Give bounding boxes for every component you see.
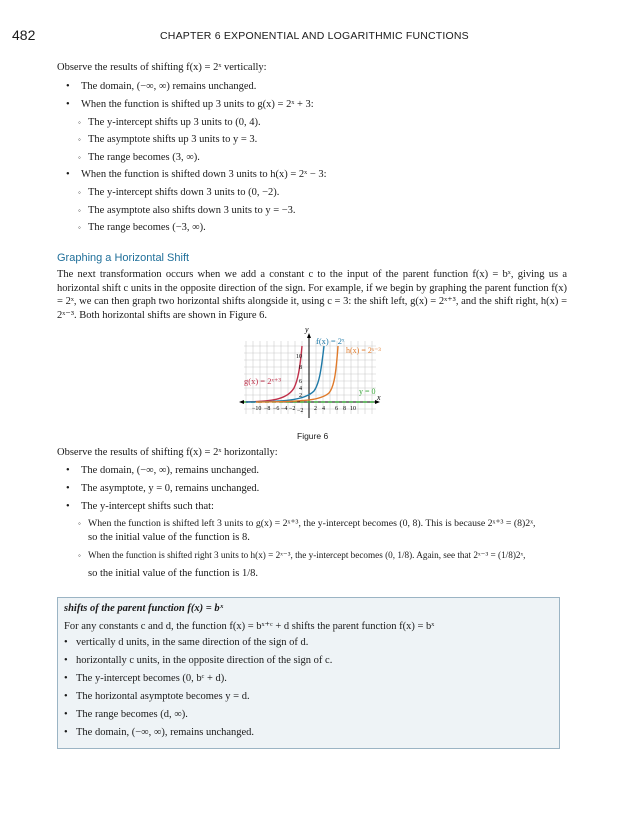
x-axis-arrow-left [239,400,244,404]
list-item: • When the function is shifted down 3 units to h(x) = 2ˣ − 3: [67,169,327,180]
list-item: • The y-intercept shifts such that: [67,501,214,512]
y-tick-label: 10 [296,354,302,360]
list-subitem: ◦ When the function is shifted right 3 units to h(x) = 2ˣ⁻³, the y-intercept becomes (0, 1/8). Again, see that 2ˣ⁻³ = (1/8)2ˣ, [78,550,525,561]
page-number: 482 [12,27,36,43]
list-subitem: ◦ The range becomes (−3, ∞). [78,222,206,233]
x-tick-label: 8 [343,406,346,412]
list-subitem: ◦ The y-intercept shifts down 3 units to (0, −2). [78,187,279,198]
y-tick-label: 8 [299,365,302,371]
g-curve-label: g(x) = 2ˣ⁺³ [244,376,281,386]
list-subitem: ◦ The y-intercept shifts up 3 units to (0, 4). [78,117,261,128]
list-item: • The domain, (−∞, ∞) remains unchanged. [67,81,256,92]
horizontal-intro: Observe the results of shifting f(x) = 2ˣ horizontally: [57,447,278,458]
list-subitem: ◦ The asymptote also shifts down 3 units to y = −3. [78,205,296,216]
x-tick-label: 4 [322,406,325,412]
figure-6-graph [236,326,396,426]
body-paragraph: The next transformation occurs when we add a constant c to the input of the parent function f(x) = bˣ, giving us a horizontal shift c units in the opposite direction of the sign. For example, if we begin by graphing the parent function f(x) = 2ˣ, we can then graph two horizontal shifts alongside it, using c = 3: the shift left, g(x) = 2ˣ⁺³, and the shift right, h(x) = 2ˣ⁻³. Both horizontal shifts are shown in Figure 6. [57,269,567,321]
section-title: Graphing a Horizontal Shift [57,252,190,264]
box-list-item: • The horizontal asymptote becomes y = d. [64,691,250,702]
chapter-header: CHAPTER 6 EXPONENTIAL AND LOGARITHMIC FUNCTIONS [160,30,469,42]
x-axis-label: x [377,393,381,402]
list-subitem-continuation: so the initial value of the function is 8. [88,532,250,543]
box-list-item: • The domain, (−∞, ∞), remains unchanged. [64,727,254,738]
x-tick-label: 10 [350,406,356,412]
box-list-item: • horizontally c units, in the opposite direction of the sign of c. [64,655,332,666]
box-list-item: • vertically d units, in the same direction of the sign of d. [64,637,308,648]
f-curve-label: f(x) = 2ˣ [316,336,345,346]
box-list-item: • The range becomes (d, ∞). [64,709,188,720]
x-tick-label: −6 [273,406,280,412]
list-subitem: ◦ When the function is shifted left 3 units to g(x) = 2ˣ⁺³, the y-intercept becomes (0, 8). This is because 2ˣ⁺³ = (8)2ˣ, [78,518,536,529]
h-curve-label: h(x) = 2ˣ⁻³ [346,346,381,355]
list-item: • When the function is shifted up 3 units to g(x) = 2ˣ + 3: [67,99,314,110]
list-subitem-continuation: so the initial value of the function is 1/8. [88,568,259,579]
box-title: shifts of the parent function f(x) = bˣ [64,603,224,614]
box-list-item: • The y-intercept becomes (0, bᶜ + d). [64,673,227,684]
y-tick-label: −2 [297,408,304,414]
x-tick-label: −8 [264,406,271,412]
asymptote-label: y = 0 [359,387,376,396]
x-tick-label: −4 [281,406,288,412]
x-tick-label: 6 [335,406,338,412]
x-tick-label: 2 [314,406,317,412]
figure-caption: Figure 6 [297,431,329,441]
y-tick-label: 2 [299,393,302,399]
list-subitem: ◦ The asymptote shifts up 3 units to y = 3. [78,134,257,145]
key-concept-box [57,597,560,749]
y-tick-label: 4 [299,386,302,392]
list-subitem: ◦ The range becomes (3, ∞). [78,152,200,163]
x-tick-label: −10 [252,406,262,412]
y-axis-label: y [305,326,309,334]
list-item: • The asymptote, y = 0, remains unchanged. [67,483,259,494]
vertical-intro: Observe the results of shifting f(x) = 2ˣ vertically: [57,62,267,73]
box-intro: For any constants c and d, the function f(x) = bˣ⁺ᶜ + d shifts the parent function f(x) = bˣ [64,621,435,632]
y-tick-label: 6 [299,379,302,385]
x-tick-label: −2 [289,406,296,412]
list-item: • The domain, (−∞, ∞), remains unchanged. [67,465,259,476]
